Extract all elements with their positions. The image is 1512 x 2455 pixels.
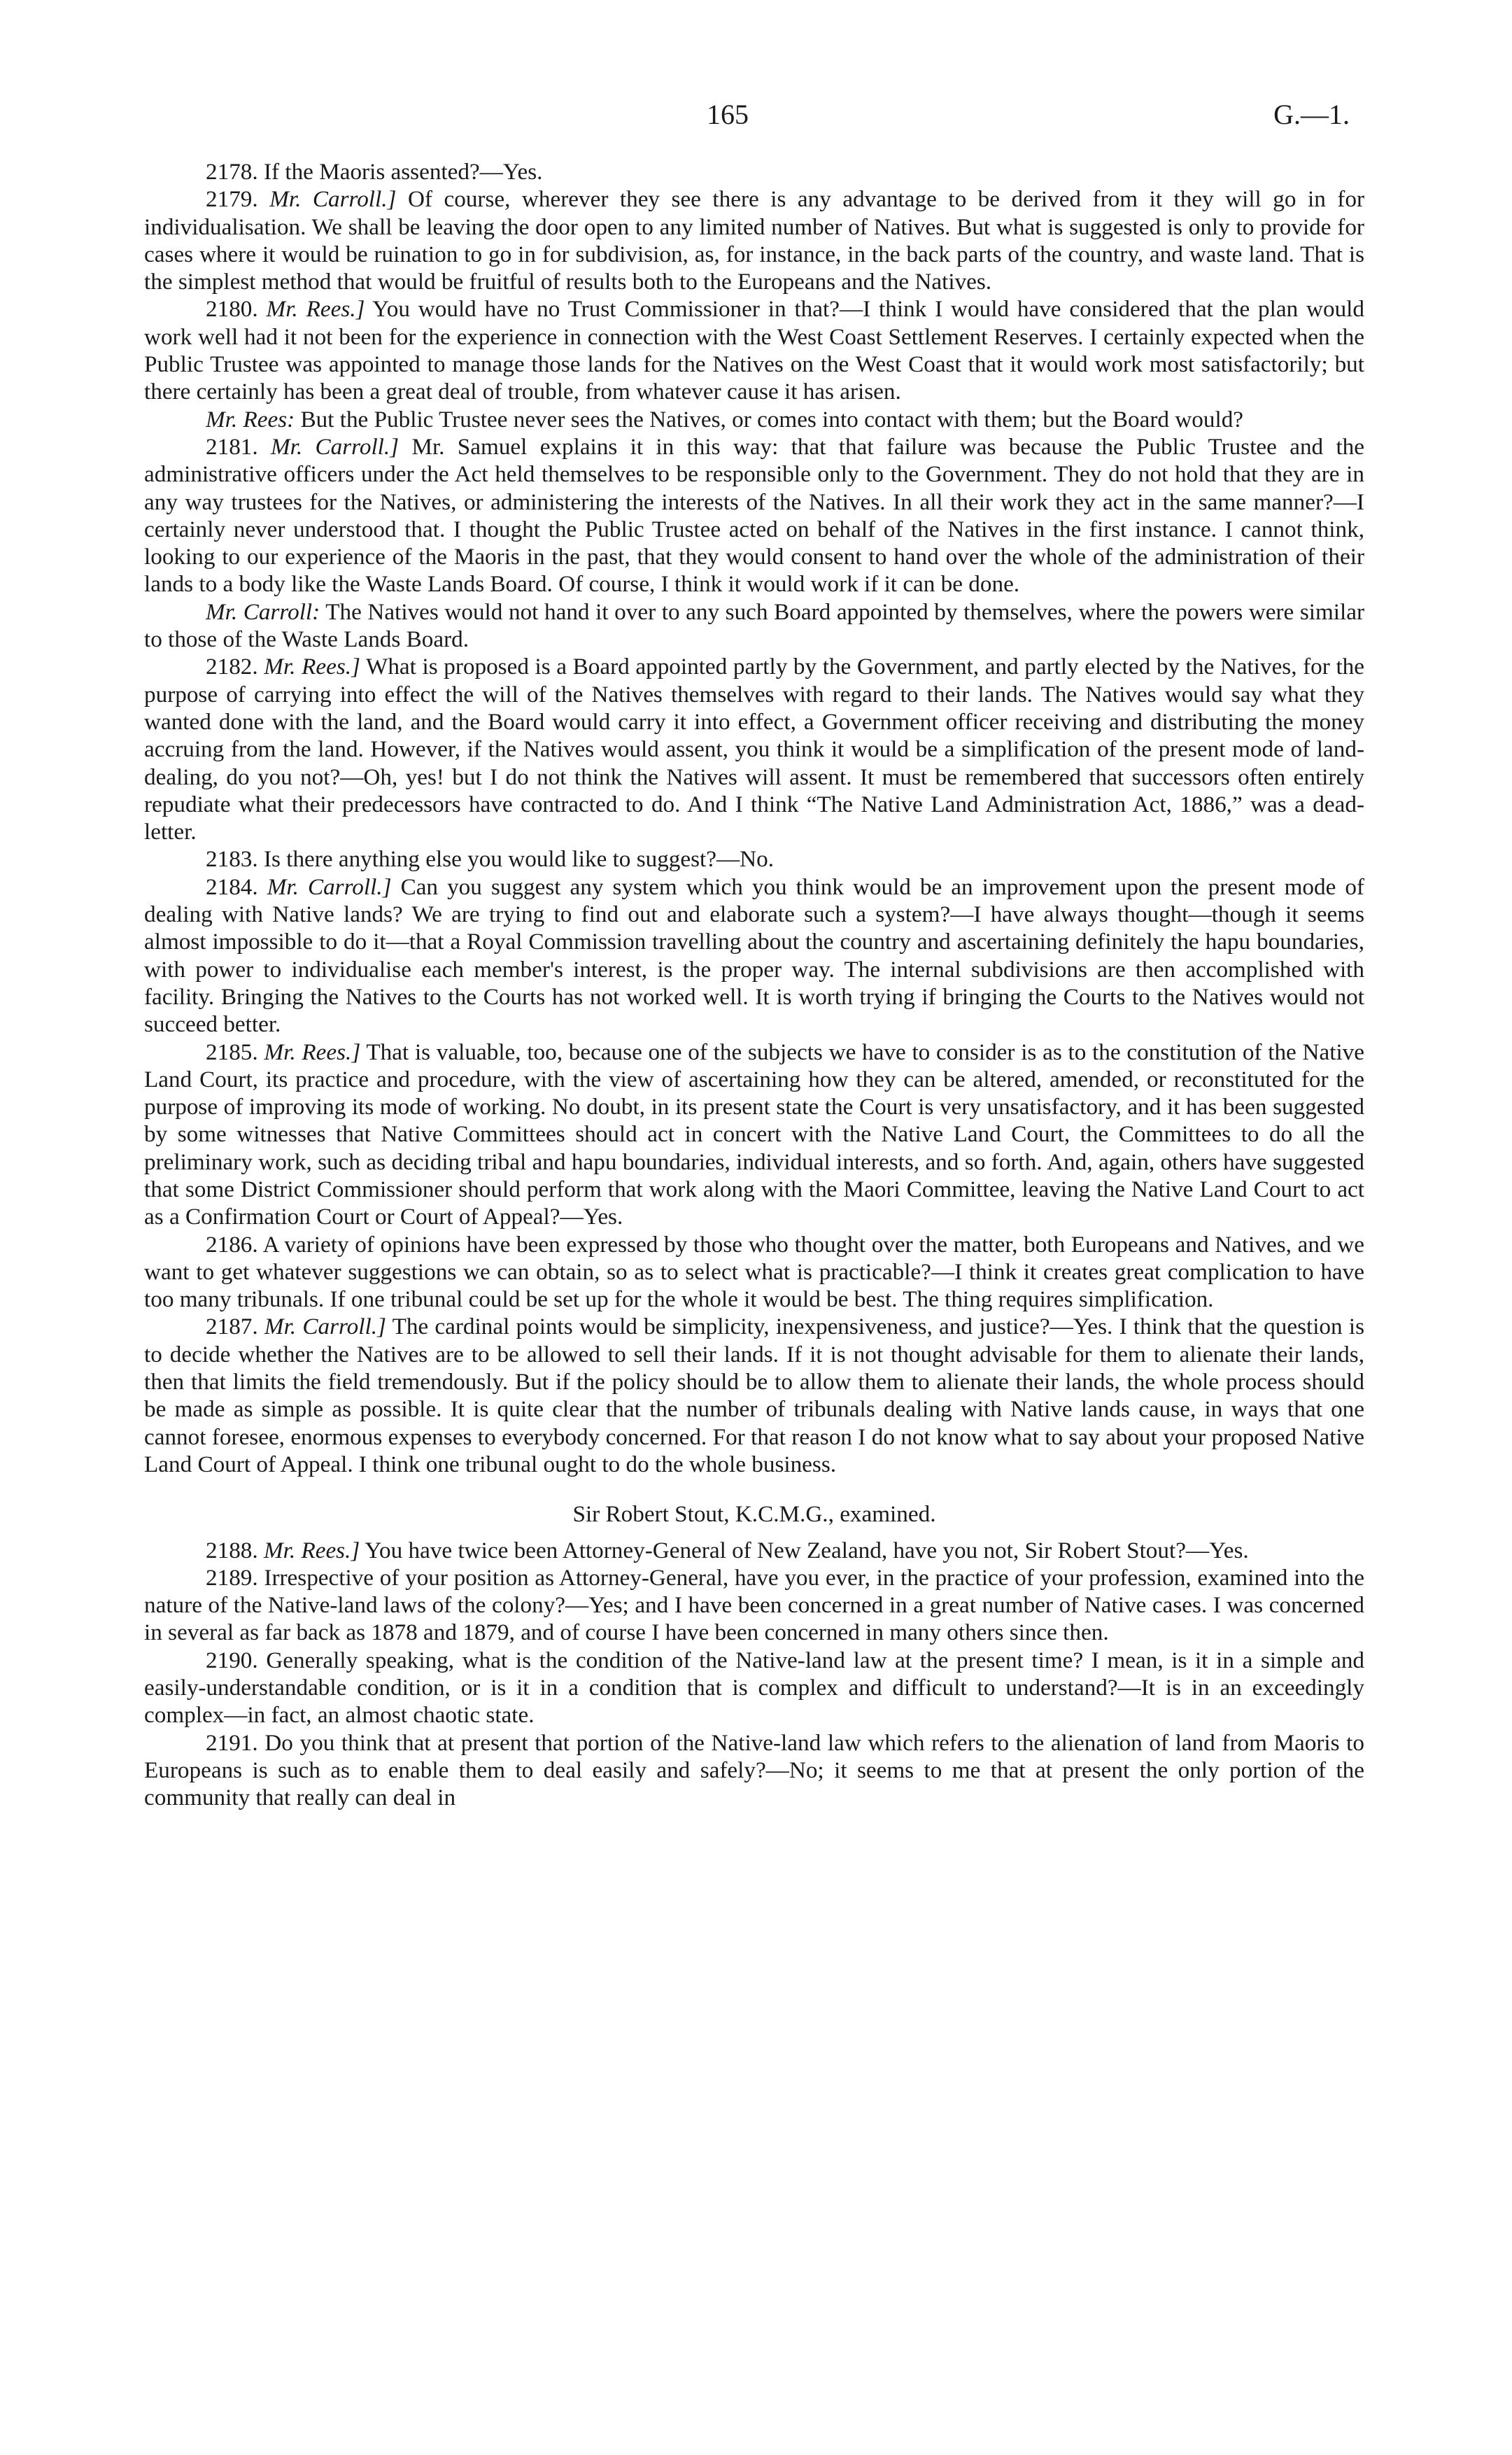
testimony-paragraph bbox=[144, 295, 1364, 405]
question-number: 2183. bbox=[206, 846, 258, 873]
paragraph-text: But the Public Trustee never sees the Natives, or comes into contact with them; but the Board would? bbox=[300, 406, 1244, 432]
testimony-paragraph bbox=[144, 1313, 1364, 1478]
paragraph-text: What is proposed is a Board appointed partly by the Government, and partly elected by the Natives, for the purpose of carrying into effect the will of the Natives themselves with regard to their lands. The Natives would say what they wanted done with the land, and the Board would carry it into effect, a Government officer receiving and distributing the money accruing from the land. However, if the Natives would assent, you think it would be a simplification of the present mode of land-dealing, do you not?—Oh, yes! but I do not think the Natives will assent. It must be remembered that successors often entirely repudiate what their predecessors have contracted to do. And I think “The Native Land Administration Act, 1886,” was a dead-letter. bbox=[144, 654, 1364, 845]
witness-heading: Sir Robert Stout, K.C.M.G., examined. bbox=[572, 1501, 936, 1528]
speaker-label: Mr. Rees: bbox=[206, 406, 295, 432]
testimony-paragraph bbox=[144, 1231, 1364, 1314]
paragraph-text: You would have no Trust Commissioner in that?—I think I would have considered that the plan would work well had it not been for the experience in connection with the West Coast Settlement Reserves. I certainly expected when the Public Trustee was appointed to manage those lands for the Natives on the West Coast that it would work most satisfactorily; but there certainly has been a great deal of trouble, from whatever cause it has arisen. bbox=[144, 296, 1365, 405]
testimony-paragraph bbox=[144, 1564, 1364, 1647]
page-body bbox=[144, 158, 1364, 1812]
testimony-paragraph bbox=[144, 433, 1364, 598]
speaker-label: Mr. Rees.] bbox=[263, 1537, 360, 1563]
speaker-label: Mr. Carroll.] bbox=[271, 433, 400, 460]
question-number: 2188. bbox=[206, 1537, 258, 1563]
paragraph-text: Is there anything else you would like to suggest?—No. bbox=[263, 846, 775, 873]
testimony-block-2 bbox=[144, 1537, 1364, 1812]
question-number: 2180. bbox=[206, 296, 258, 323]
speaker-label: Mr. Carroll: bbox=[206, 598, 320, 625]
testimony-paragraph bbox=[144, 1729, 1364, 1812]
speaker-label: Mr. Rees.] bbox=[264, 1039, 361, 1065]
speaker-label: Mr. Rees.] bbox=[264, 654, 360, 680]
question-number: 2181. bbox=[206, 433, 258, 460]
question-number: 2178. bbox=[206, 159, 258, 185]
paragraph-text: Mr. Samuel explains it in this way: that that failure was because the Public Trustee and the administrative officers under the Act held themselves to be responsible only to the Government. They do not hold that they are in any way trustees for the Natives, or administering the interests of the Natives. In all their work they act in the same manner?—I certainly never understood that. I thought the Public Trustee acted on behalf of the Natives in the first instance. I cannot think, looking to our experience of the Maoris in the past, that they would consent to hand over the whole of the administration of their lands to a body like the Waste Lands Board. Of course, I think it would work if it can be done. bbox=[144, 433, 1365, 598]
question-number: 2186. bbox=[206, 1231, 258, 1258]
question-number: 2182. bbox=[206, 654, 258, 680]
speaker-label: Mr. Rees.] bbox=[266, 296, 365, 323]
question-number: 2184. bbox=[206, 873, 258, 900]
testimony-paragraph bbox=[144, 158, 1364, 185]
page-number: 165 bbox=[707, 99, 749, 130]
testimony-paragraph bbox=[144, 185, 1364, 295]
paragraph-text: You have twice been Attorney-General of New Zealand, have you not, Sir Robert Stout?—Yes. bbox=[365, 1537, 1249, 1563]
testimony-paragraph bbox=[144, 598, 1364, 654]
speaker-label: Mr. Carroll.] bbox=[269, 186, 397, 213]
question-number: 2190. bbox=[206, 1647, 258, 1673]
paragraph-text: Can you suggest any system which you think would be an improvement upon the present mode of dealing with Native lands? We are trying to find out and elaborate such a system?—I have always thought—though it seems almost impossible to do it—that a Royal Commission travelling about the country and ascertaining definitely the hapu boundaries, with power to individualise each member's interest, is the proper way. The internal subdivisions are then accomplished with facility. Bringing the Natives to the Courts has not worked well. It is worth trying if bringing the Courts to the Natives would not succeed better. bbox=[144, 873, 1364, 1038]
paragraph-text: Do you think that at present that portion of the Native-land law which refers to the alienation of land from Maoris to Europeans is such as to enable them to deal easily and safely?—No; it seems to me that at present the only portion of the community that really can deal in bbox=[144, 1729, 1364, 1811]
testimony-paragraph bbox=[144, 1537, 1364, 1564]
speaker-label: Mr. Carroll.] bbox=[267, 873, 392, 900]
paragraph-text: The cardinal points would be simplicity, inexpensiveness, and justice?—Yes. I think that the question is to decide whether the Natives are to be allowed to sell their lands. If it is not thought advisable for them to alienate their lands, then that limits the field tremendously. But if the policy should be to allow them to alienate their lands, the whole process should be made as simple as possible. It is quite clear that the number of tribunals dealing with Native lands cause, in ways that one cannot foresee, enormous expenses to everybody concerned. For that reason I do not know what to say about your proposed Native Land Court of Appeal. I think one tribunal ought to do the whole business. bbox=[144, 1314, 1364, 1477]
question-number: 2189. bbox=[206, 1564, 258, 1591]
question-number: 2191. bbox=[206, 1729, 258, 1756]
paragraph-text: Generally speaking, what is the condition of the Native-land law at the present time? I mean, is it in a simple and easily-understandable condition, or is it in a condition that is complex and difficult to understand?—It is in an exceedingly complex—in fact, an almost chaotic state. bbox=[144, 1647, 1365, 1729]
paragraph-text: A variety of opinions have been expressed by those who thought over the matter, both Europeans and Natives, and we want to get whatever suggestions we can obtain, so as to select what is practicable?—I think it creates great complication to have too many tribunals. If one tribunal could be set up for the whole it would be best. The thing requires simplification. bbox=[144, 1231, 1364, 1313]
testimony-paragraph bbox=[144, 406, 1364, 433]
testimony-block-1 bbox=[144, 158, 1364, 1478]
testimony-paragraph bbox=[144, 1039, 1364, 1231]
testimony-paragraph bbox=[144, 845, 1364, 873]
question-number: 2185. bbox=[206, 1039, 258, 1065]
paragraph-text: The Natives would not hand it over to any such Board appointed by themselves, where the powers were similar to those of the Waste Lands Board. bbox=[144, 598, 1364, 653]
testimony-paragraph bbox=[144, 653, 1364, 845]
testimony-paragraph bbox=[144, 1647, 1364, 1729]
paragraph-text: That is valuable, too, because one of the subjects we have to consider is as to the constitution of the Native Land Court, its practice and procedure, with the view of ascertaining how they can be altered, amended, or reconstituted for the purpose of improving its mode of working. No doubt, in its present state the Court is very unsatisfactory, and it has been suggested by some witnesses that Native Committees should act in concert with the Native Land Court, the Committees to do all the preliminary work, such as deciding tribal and hapu boundaries, individual interests, and so forth. And, again, others have suggested that some District Commissioner should perform that work along with the Maori Committee, leaving the Native Land Court to act as a Confirmation Court or Court of Appeal?—Yes. bbox=[144, 1039, 1365, 1230]
document-reference: G.—1. bbox=[1273, 99, 1350, 130]
question-number: 2179. bbox=[206, 186, 258, 213]
paragraph-text: Irrespective of your position as Attorney-General, have you ever, in the practice of your profession, examined into the nature of the Native-land laws of the colony?—Yes; and I have been concerned in a great number of Native cases. I was concerned in several as far back as 1878 and 1879, and of course I have been concerned in many others since then. bbox=[144, 1564, 1365, 1646]
speaker-label: Mr. Carroll.] bbox=[264, 1314, 386, 1340]
paragraph-text: Of course, wherever they see there is any advantage to be derived from it they will go in for individualisation. We shall be leaving the door open to any limited number of Natives. But what is suggested is only to provide for cases where it would be ruination to go in for subdivision, as, for instance, in the back parts of the country, and waste land. That is the simplest method that would be fruitful of results both to the Europeans and the Natives. bbox=[144, 186, 1365, 295]
paragraph-text: If the Maoris assented?—Yes. bbox=[263, 159, 543, 185]
page-header bbox=[0, 98, 1512, 140]
question-number: 2187. bbox=[206, 1314, 258, 1340]
testimony-paragraph bbox=[144, 873, 1364, 1039]
